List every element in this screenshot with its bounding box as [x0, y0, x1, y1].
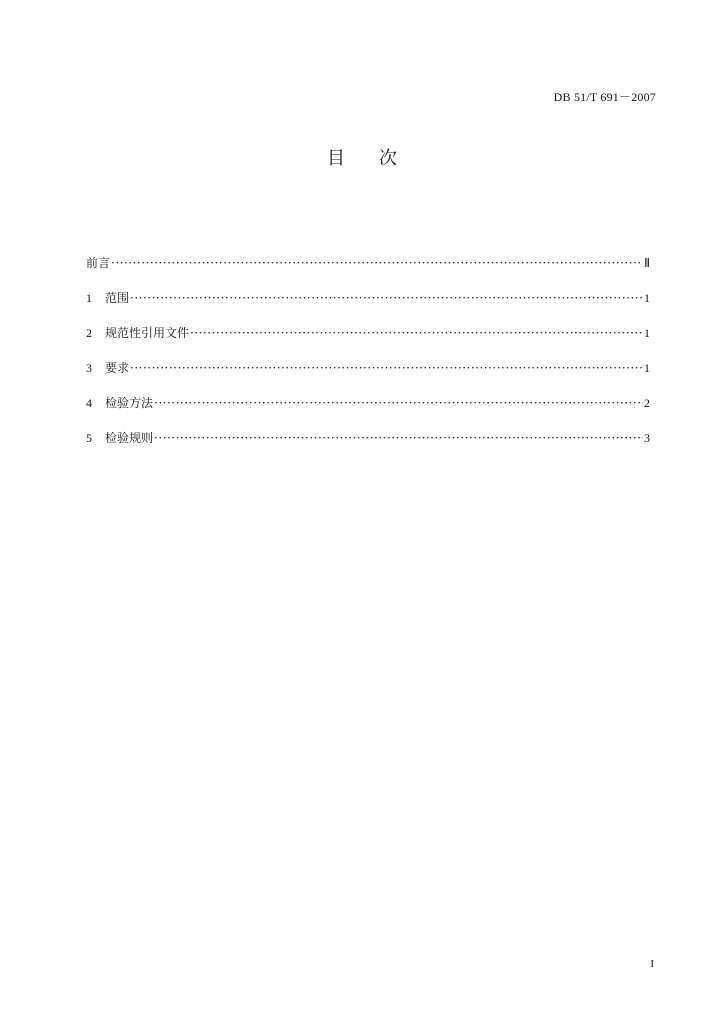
toc-entry-label: 范围: [105, 291, 130, 305]
toc-entry-foreword[interactable]: [86, 254, 650, 289]
toc-entry-normative-references[interactable]: [86, 324, 650, 359]
toc-entry-page: 1: [644, 361, 650, 375]
toc-entry-label: 前言: [86, 256, 111, 270]
toc-leader-dots: [154, 394, 643, 412]
toc-leader-dots: [154, 429, 643, 447]
toc-title: [0, 144, 724, 170]
toc-entry-inspection-rules[interactable]: [86, 429, 650, 464]
toc-entry-label: 检验方法: [105, 396, 154, 410]
toc-title-char-1: 目: [327, 148, 345, 169]
toc-entry-test-methods[interactable]: [86, 394, 650, 429]
toc-entry-label: 要求: [105, 361, 130, 375]
toc-leader-dots: [190, 324, 643, 342]
toc-entry-page: 1: [644, 326, 650, 340]
toc-entry-number: 2: [86, 326, 92, 340]
toc-title-char-2: 次: [379, 148, 397, 169]
toc-entry-label: 规范性引用文件: [105, 326, 190, 340]
toc-leader-dots: [111, 254, 643, 272]
document-code: DB 51/T 691－2007: [553, 90, 656, 104]
toc-entry-requirements[interactable]: [86, 359, 650, 394]
toc-leader-dots: [130, 289, 643, 307]
toc-entry-scope[interactable]: [86, 289, 650, 324]
toc-entry-page: Ⅱ: [644, 256, 650, 270]
toc-list: [86, 254, 650, 464]
toc-entry-number: 5: [86, 431, 92, 445]
toc-leader-dots: [130, 359, 643, 377]
toc-entry-page: 2: [644, 396, 650, 410]
toc-entry-label: 检验规则: [105, 431, 154, 445]
page-number: I: [650, 958, 654, 970]
toc-entry-page: 1: [644, 291, 650, 305]
toc-entry-number: 3: [86, 361, 92, 375]
toc-entry-page: 3: [644, 431, 650, 445]
toc-entry-number: 4: [86, 396, 92, 410]
toc-entry-number: 1: [86, 291, 92, 305]
